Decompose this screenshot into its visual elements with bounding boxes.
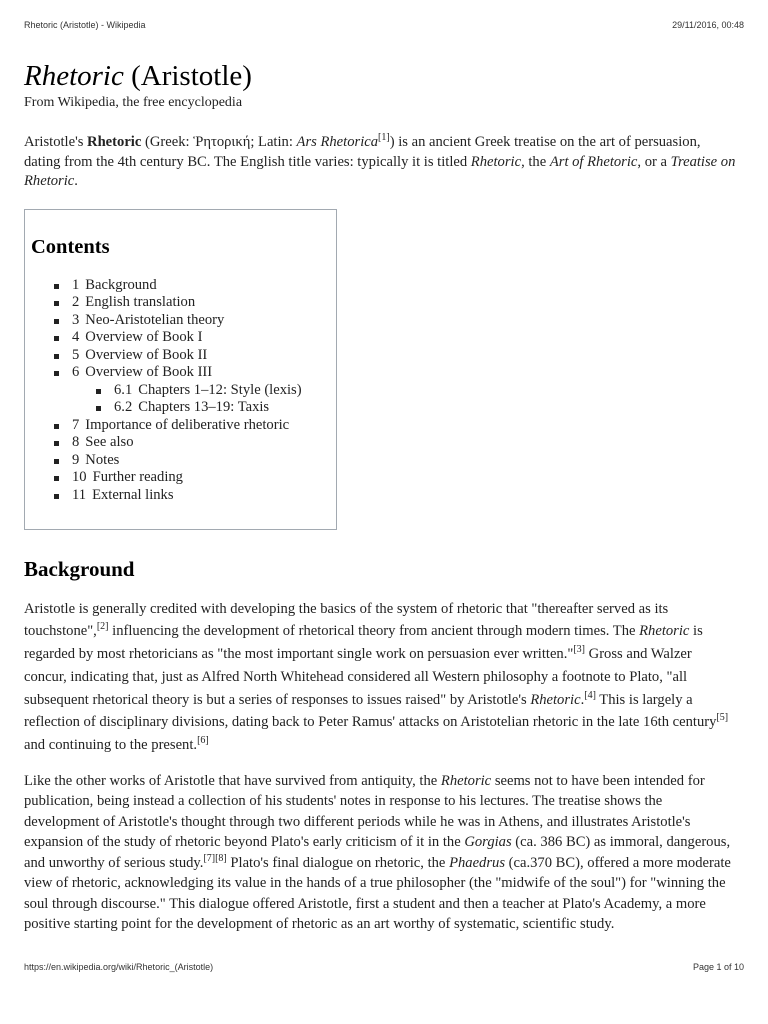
print-datetime: 29/11/2016, 00:48 — [672, 20, 744, 30]
lead-text: , or a — [637, 153, 671, 170]
toc-label: English translation — [85, 294, 196, 310]
table-of-contents — [24, 209, 337, 530]
ref-link-7-8[interactable]: [7][8] — [203, 852, 227, 864]
print-header — [24, 20, 744, 30]
body-text: Like the other works of Aristotle that have survived from antiquity, the — [24, 773, 441, 790]
article-content — [24, 58, 738, 934]
toc-label: Chapters 13–19: Taxis — [138, 399, 270, 415]
lead-italic: Rhetoric — [470, 153, 522, 170]
toc-num: 4 — [72, 329, 80, 345]
greek-term: Ῥητορική — [193, 134, 251, 150]
toc-item-overview-book-2[interactable] — [54, 347, 336, 365]
lead-text: Aristotle's — [24, 134, 88, 150]
toc-sublist — [72, 382, 336, 417]
body-italic: Rhetoric — [530, 691, 581, 708]
toc-label: Neo-Aristotelian theory — [85, 311, 225, 328]
body-italic: Rhetoric — [639, 623, 690, 640]
body-text: is regarded by most rhetoricians as "the most important single work on persuasion ever written." — [24, 623, 703, 663]
toc-label: Further reading — [92, 469, 183, 485]
background-paragraph-1 — [24, 598, 738, 758]
tagline: From Wikipedia, the free encyclopedia — [24, 95, 243, 110]
toc-item-see-also[interactable] — [54, 434, 336, 452]
toc-label: Overview of Book I — [85, 329, 203, 345]
toc-num: 6.2 — [114, 399, 133, 415]
ref-link-4[interactable]: [4] — [584, 689, 596, 701]
toc-num: 3 — [72, 311, 80, 328]
lead-italic: Treatise on Rhetoric — [24, 153, 736, 189]
toc-num: 7 — [72, 416, 80, 433]
toc-num: 5 — [72, 346, 80, 363]
lead-text: . — [74, 173, 78, 189]
toc-num: 11 — [72, 486, 87, 503]
toc-label: Overview of Book II — [85, 346, 208, 363]
toc-item-overview-book-3[interactable] — [54, 364, 336, 417]
toc-num: 6 — [72, 364, 80, 380]
body-text: (ca.370 BC), offered a more moderate view of rhetoric, acknowledging its value in the hands of a true philosopher (the "midwife of the soul") for "winning the soul through discourse." This dialogue offered Aristotle, first a student and then a teacher at Plato's Academy, a more positive starting point for the development of rhetoric as an art worthy of systematic, scientific study. — [24, 854, 731, 932]
print-page-title: Rhetoric (Aristotle) - Wikipedia — [24, 20, 146, 30]
toc-label: See also — [85, 434, 134, 450]
toc-title: Contents — [31, 235, 110, 258]
lead-italic: Art of Rhetoric — [549, 153, 638, 170]
ref-link-6[interactable]: [6] — [197, 735, 209, 747]
print-url: https://en.wikipedia.org/wiki/Rhetoric_(Aristotle) — [24, 962, 214, 972]
body-italic: Rhetoric — [440, 773, 492, 790]
body-text: seems not to have been intended for publication, being instead a collection of his students' notes in response to his lectures. The treatise shows the development of Aristotle's thought through two different periods while he was in Athens, and illustrates Aristotle's expansion of the study of rhetoric beyond Plato's early criticism of it in the — [24, 773, 705, 851]
toc-label: Overview of Book III — [85, 364, 213, 380]
toc-item-further-reading[interactable] — [54, 469, 336, 487]
page-title-italic: Rhetoric — [24, 60, 124, 92]
body-text: . — [580, 691, 585, 708]
print-page-number: Page 1 of 10 — [692, 962, 744, 972]
toc-list — [31, 277, 336, 505]
toc-label: Notes — [85, 451, 120, 468]
body-text: (ca. 386 BC) as immoral, dangerous, and unworthy of serious study. — [24, 834, 731, 871]
toc-item-notes[interactable] — [54, 452, 336, 470]
lead-text: (Greek: — [141, 134, 194, 150]
body-text: influencing the development of rhetorical theory from ancient through modern times. The — [108, 623, 640, 640]
lead-paragraph — [24, 133, 738, 192]
body-text: Plato's final dialogue on rhetoric, the — [226, 854, 450, 871]
body-text: and continuing to the present. — [24, 737, 198, 754]
toc-num: 10 — [72, 469, 87, 485]
toc-num: 9 — [72, 451, 80, 468]
print-footer — [24, 962, 744, 972]
background-paragraph-2 — [24, 771, 738, 934]
ref-link-5[interactable]: [5] — [716, 712, 729, 724]
toc-num: 6.1 — [114, 381, 133, 398]
toc-subitem-style[interactable] — [96, 382, 336, 400]
body-text: Gross and Walzer concur, indicating that, just as Alfred North Whitehead considered all Western philosophy a footnote to Plato, "all subsequent rhetorical theory is but a series of responses to issues raised" by Aristotle's — [24, 646, 692, 708]
body-italic: Phaedrus — [449, 854, 506, 871]
toc-label: Importance of deliberative rhetoric — [85, 416, 290, 433]
body-text: This is largely a reflection of disciplinary divisions, dating back to Peter Ramus' attacks on Aristotelian rhetoric in the late 16th century — [24, 691, 717, 731]
toc-num: 8 — [72, 434, 80, 450]
toc-item-overview-book-1[interactable] — [54, 329, 336, 347]
ref-link-3[interactable]: [3] — [573, 644, 585, 656]
page-title-rest: (Aristotle) — [123, 60, 252, 92]
toc-item-english-translation[interactable] — [54, 294, 336, 312]
lead-bold-rhetoric: Rhetoric — [87, 134, 142, 150]
toc-item-external-links[interactable] — [54, 487, 336, 505]
lead-text: ; Latin: — [250, 134, 297, 150]
body-italic: Gorgias — [464, 834, 512, 851]
toc-label: Background — [85, 276, 157, 293]
toc-label: External links — [92, 486, 174, 503]
lead-text: , the — [521, 153, 550, 170]
latin-term: Ars Rhetorica — [296, 134, 379, 150]
toc-num: 1 — [72, 276, 80, 293]
body-text: Aristotle is generally credited with developing the basics of the system of rhetoric that "thereafter served as its touchstone", — [24, 600, 669, 640]
ref-link-2[interactable]: [2] — [96, 621, 109, 633]
page-title — [24, 58, 738, 94]
toc-item-deliberative-rhetoric[interactable] — [54, 417, 336, 435]
toc-num: 2 — [72, 294, 80, 310]
lead-text: ) is an ancient Greek treatise on the art of persuasion, dating from the 4th century BC. The English title varies: typically it is titled — [24, 134, 701, 170]
toc-label: Chapters 1–12: Style (lexis) — [138, 381, 302, 398]
toc-item-neo-aristotelian-theory[interactable] — [54, 312, 336, 330]
section-heading-background: Background — [24, 556, 135, 581]
toc-item-background[interactable] — [54, 277, 336, 295]
ref-link-1[interactable]: [1] — [378, 132, 390, 143]
toc-subitem-taxis[interactable] — [96, 399, 336, 417]
